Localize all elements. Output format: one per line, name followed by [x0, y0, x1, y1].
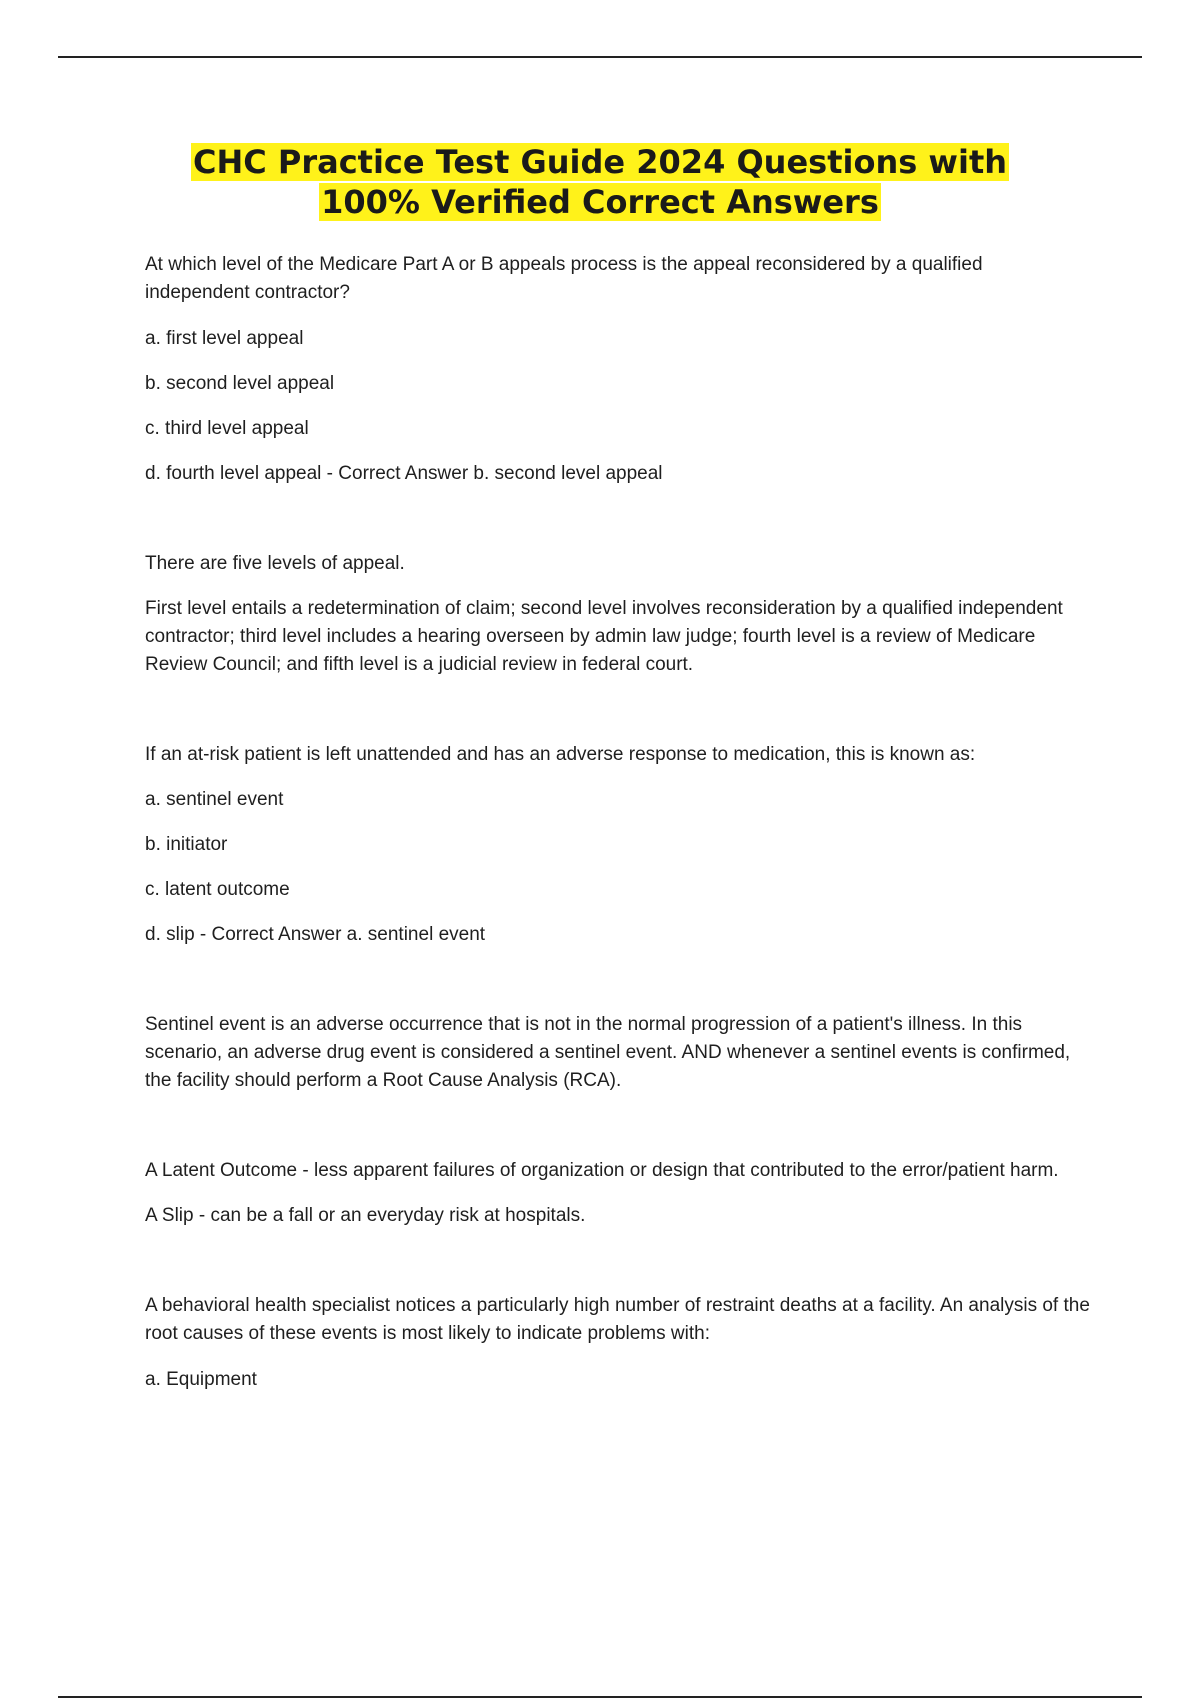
- q1-option-a: a. first level appeal: [145, 328, 304, 349]
- footer-rule: [58, 1696, 1142, 1698]
- question-2: If an at-risk patient is left unattended and has an adverse response to medication, this is known as:: [145, 744, 976, 765]
- title-line-2: 100% Verified Correct Answers: [321, 183, 879, 221]
- q1-explanation-2: First level entails a redetermination of claim; second level involves reconsideration by a qualified independent contractor; third level includes a hearing overseen by admin law judge; fourth level is a review of Medicare Review Council; and fifth level is a judicial review in federal court.: [145, 598, 1063, 675]
- q1-option-b: b. second level appeal: [145, 373, 335, 394]
- question-3: A behavioral health specialist notices a particularly high number of restraint deaths at a facility. An analysis of the root causes of these events is most likely to indicate problems with:: [145, 1295, 1090, 1344]
- header-rule: [58, 56, 1142, 58]
- q2-explanation-1: Sentinel event is an adverse occurrence that is not in the normal progression of a patient's illness. In this scenario, an adverse drug event is considered a sentinel event. AND whenever a sentinel events is confirmed, the facility should perform a Root Cause Analysis (RCA).: [145, 1014, 1071, 1091]
- q2-explanation-2: A Latent Outcome - less apparent failures of organization or design that contributed to the error/patient harm.: [145, 1160, 1059, 1181]
- q2-option-b: b. initiator: [145, 834, 228, 855]
- q2-option-d-answer: d. slip - Correct Answer a. sentinel event: [145, 924, 486, 945]
- q2-explanation-3: A Slip - can be a fall or an everyday risk at hospitals.: [145, 1205, 586, 1226]
- title-line-1: CHC Practice Test Guide 2024 Questions with: [192, 143, 1008, 181]
- q1-option-c: c. third level appeal: [145, 418, 309, 439]
- q3-option-a: a. Equipment: [145, 1369, 257, 1390]
- q2-option-c: c. latent outcome: [145, 879, 290, 900]
- question-1: At which level of the Medicare Part A or B appeals process is the appeal reconsidered by a qualified independent contractor?: [145, 254, 983, 303]
- q2-option-a: a. sentinel event: [145, 789, 284, 810]
- q1-option-d-answer: d. fourth level appeal - Correct Answer b. second level appeal: [145, 463, 663, 484]
- document-title: [0, 142, 1200, 222]
- q1-explanation-1: There are five levels of appeal.: [145, 553, 405, 574]
- document-body: [145, 251, 1090, 1411]
